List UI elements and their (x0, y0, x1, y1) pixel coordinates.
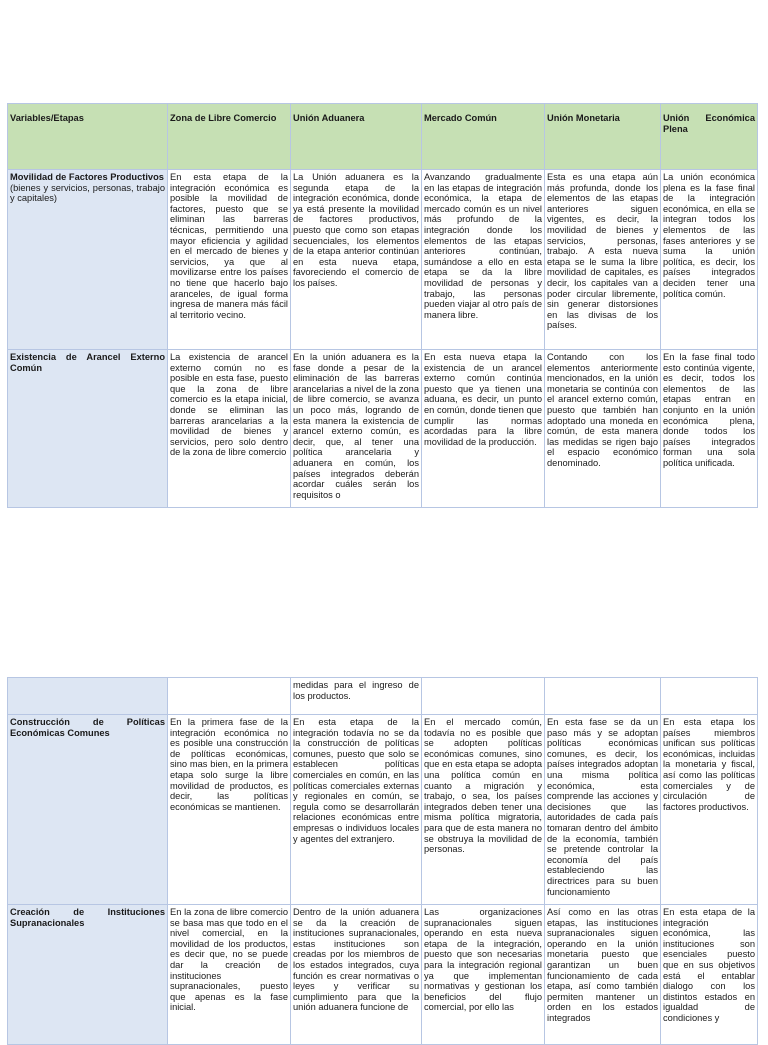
table-cell: Dentro de la unión aduanera se da la creación de instituciones supranacionales, estas instituciones son creadas por los miembros de los estados integrados, cuya función es crear normativas o leyes y verificar su cumplimiento para que la unión aduanera funcione de (291, 905, 422, 1045)
integration-table-part-2 (7, 677, 758, 1045)
variable-cell (8, 350, 168, 508)
table-row (8, 350, 758, 508)
table-cell: En esta etapa los países miembros unifican sus políticas económicas, incluidas la monetaria y fiscal, así como las políticas comerciales y de circulación de factores productivos. (661, 715, 758, 905)
variable-subtitle: (bienes y servicios, personas, trabajo y capitales) (10, 182, 165, 204)
table-cell: En esta etapa de la integración económica es posible la movilidad de factores, puesto que se eliminan las barreras técnicas, permitiendo una mayor eficiencia y agilidad en el mercado de bienes y servicios, ya que al movilizarse entre los países no tiene que hacerlo bajo aranceles, de igual forma ingresa de manera más fácil al territorio vecino. (168, 170, 291, 350)
table-cell: Así como en las otras etapas, las instituciones supranacionales siguen operando en la unión monetaria puesto que garantizan un buen funcionamiento de cada etapa, así como también permiten mantener un orden en los estados integrados (545, 905, 661, 1045)
table-cell: En esta fase se da un paso más y se adoptan políticas económicas comunes, es decir, los países integrados adoptan una misma política económica, esta comprende las acciones y decisiones que las autoridades de cada país tomaran dentro del ámbito de la economía, también se pretende controlar la economía del país estableciendo las directrices para su buen funcionamiento (545, 715, 661, 905)
table-row (8, 678, 758, 715)
header-cell: Mercado Común (422, 104, 545, 170)
table-cell: En la fase final todo esto continúa vigente, es decir, todos los elementos de las etapas entran en conjunto en la unión económica plena, donde todos los países integrados forman una sola política unificada. (661, 350, 758, 508)
table-cell: En esta etapa de la integración todavía no se da la construcción de políticas comunes, puesto que solo se establecen políticas comerciales en común, en las políticas comerciales externas y regionales en común, se regula como se desarrollarán relaciones económicas entre empresas o individuos locales y agentes del extranjero. (291, 715, 422, 905)
table-cell: En la unión aduanera es la fase donde a pesar de la eliminación de las barreras arancelarias a nivel de la zona de libre comercio, se avanza un poco más, logrando de esta manera la existencia de arancel externo común, es decir, que, al tener una política arancelaria y aduanera en común, los países integrados deberán acordar cuáles serán los requisitos o (291, 350, 422, 508)
header-cell: Unión Económica Plena (661, 104, 758, 170)
table-cell: Contando con los elementos anteriormente mencionados, en la unión monetaria se continúa con el arancel externo común, puesto que también han adoptado una moneda en común, de esta manera las medidas se rigen bajo el espacio económico denominado. (545, 350, 661, 508)
header-row (8, 104, 758, 170)
header-cell: Zona de Libre Comercio (168, 104, 291, 170)
table-cell: La existencia de arancel externo común no es posible en esta fase, puesto que la zona de libre comercio es la etapa inicial, donde se eliminan las barreras arancelarias a la movilidad de bienes y servicios, pero solo dentro de la zona de libre comercio (168, 350, 291, 508)
table-cell: En esta nueva etapa la existencia de un arancel externo común continúa puesto que ya tienen una aduana, es decir, un punto en común, donde tienen que cumplir las normas acordadas para la libre movilidad de la producción. (422, 350, 545, 508)
table-cell (168, 678, 291, 715)
table-cell: Avanzando gradualmente en las etapas de integración económica, la etapa de mercado común es un nivel más profundo de la integración donde los elementos de las etapas anteriores continúan, sumándose a ello en esta etapa se da la libre movilidad de personas y trabajo, las personas pueden viajar al otro país de manera libre. (422, 170, 545, 350)
header-cell: Unión Monetaria (545, 104, 661, 170)
variable-title: Existencia de Arancel Externo Común (10, 352, 165, 373)
table-cell: En el mercado común, todavía no es posible que se adopten políticas económicas comunes, sino que en esta etapa se adopta una política común en cuanto a migración y trabajo, o sea, los países integrados deben tener una misma política migratoria, para que de esta manera no se obstruya la movilidad de personas. (422, 715, 545, 905)
variable-cell (8, 678, 168, 715)
table-cell (545, 678, 661, 715)
table-cell: La unión económica plena es la fase final de la integración económica, en ella se integran todos los elementos de las fases anteriores y se suma la unión política, es decir, los países integrados deciden tener una política común. (661, 170, 758, 350)
header-cell: Unión Aduanera (291, 104, 422, 170)
table-row (8, 715, 758, 905)
variable-cell (8, 170, 168, 350)
table-cell: medidas para el ingreso de los productos. (291, 678, 422, 715)
table-cell: Las organizaciones supranacionales siguen operando en esta nueva etapa de la integración, puesto que son necesarias para la integración regional ya que implementan normativas y gestionan los beneficios del flujo comercial, por ello las (422, 905, 545, 1045)
table-row (8, 170, 758, 350)
integration-table-part-1 (7, 103, 758, 508)
variable-title: Creación de Instituciones Supranacionales (10, 907, 165, 928)
variable-title: Construcción de Políticas Económicas Comunes (10, 717, 165, 738)
table-cell (661, 678, 758, 715)
table-cell: En esta etapa de la integración económica, las instituciones son esenciales puesto que en sus objetivos está el entablar dialogo con los distintos estados en igualdad de condiciones y (661, 905, 758, 1045)
table-cell: La Unión aduanera es la segunda etapa de la integración económica, donde ya está presente la movilidad de factores productivos, puesto que como son etapas secuenciales, los elementos de la etapa anterior continúan en esta nueva etapa, favoreciendo el comercio de los países. (291, 170, 422, 350)
table-cell: En la zona de libre comercio se basa mas que todo en el nivel comercial, en la movilidad de los productos, es decir que, no se puede dar la creación de instituciones supranacionales, puesto que apenas es la fase inicial. (168, 905, 291, 1045)
table-cell (422, 678, 545, 715)
table-cell: Esta es una etapa aún más profunda, donde los elementos de las etapas anteriores siguen vigentes, es decir, la movilidad de bienes y servicios, personas, trabajo. A esta nueva etapa se le suma la libre movilidad de capitales, es decir, los capitales van a poder circular libremente, sin generar distorsiones en las divisas de los países. (545, 170, 661, 350)
variable-title: Movilidad de Factores Productivos (10, 172, 164, 182)
table-cell: En la primera fase de la integración económica no es posible una construcción de políticas económicas, sino mas bien, en la primera etapa solo surge la libre movilidad de productos, es decir, las políticas económicas se mantienen. (168, 715, 291, 905)
header-cell: Variables/Etapas (8, 104, 168, 170)
variable-cell (8, 715, 168, 905)
